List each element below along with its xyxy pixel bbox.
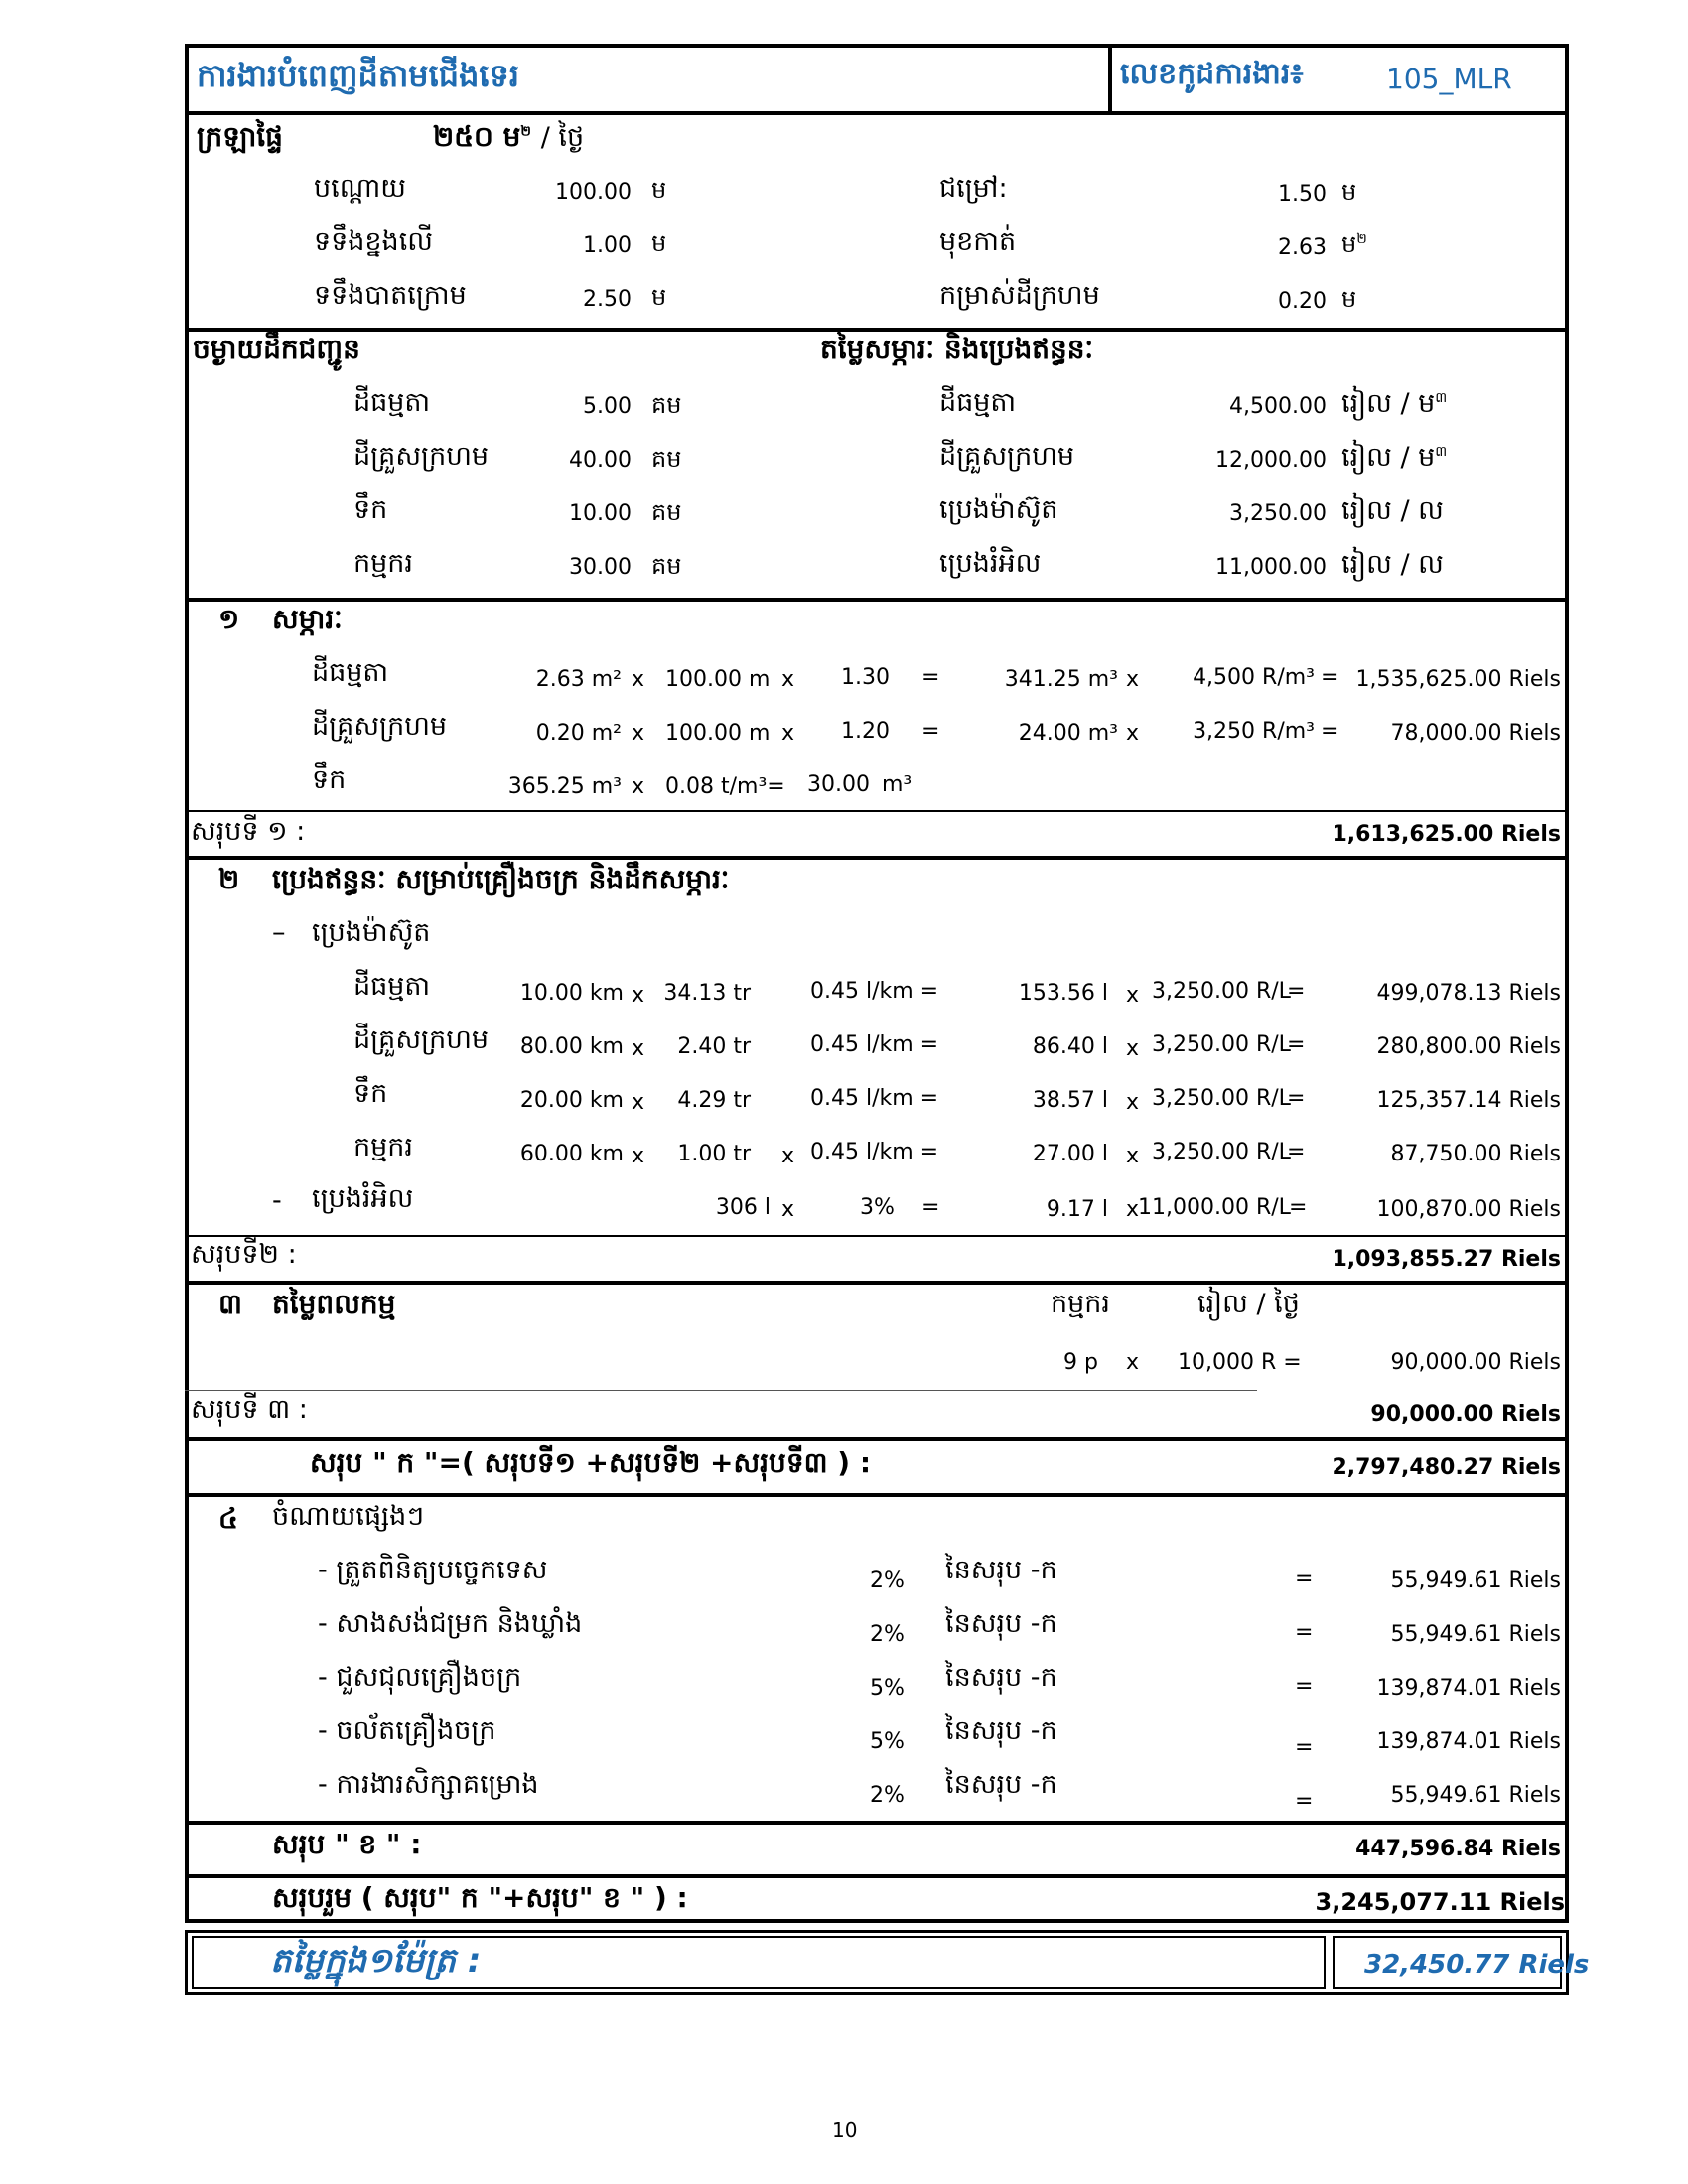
equals-sign: = xyxy=(921,665,940,690)
equals-sign: = xyxy=(1295,1567,1314,1591)
s2-row-total: 280,800.00 Riels xyxy=(1376,1034,1561,1059)
s2-sum: 1,093,855.27 Riels xyxy=(1332,1247,1561,1272)
price-unit: រៀល / ម$^៣$ xyxy=(1341,388,1448,419)
s4-row-value: 55,949.61 Riels xyxy=(1390,1783,1561,1808)
section-number: ៤ xyxy=(218,1502,238,1535)
times-sign: x xyxy=(1126,1036,1140,1061)
price-unit: រៀល / ម$^៣$ xyxy=(1341,442,1448,473)
section-number: ៣ xyxy=(218,1288,242,1320)
distance-value: 10.00 xyxy=(569,501,632,526)
times-sign: x xyxy=(632,774,645,799)
times-sign: x xyxy=(632,1036,645,1061)
s1-row-volume: 341.25 m³ xyxy=(1004,667,1118,692)
divider xyxy=(185,1281,1569,1285)
dim-unit: ម xyxy=(1341,285,1357,313)
equals-sign: = xyxy=(1287,979,1306,1004)
times-sign: x xyxy=(1126,1350,1140,1375)
capacity-label: ក្រឡាផ្ទៃ xyxy=(197,120,283,153)
s1-row-total: 1,535,625.00 Riels xyxy=(1355,667,1561,692)
s2-row-litres: 153.56 l xyxy=(1018,981,1108,1006)
dim-value: 2.63 xyxy=(1278,235,1327,260)
s1-row-length: 100.00 m xyxy=(665,667,771,692)
dim-value: 0.20 xyxy=(1278,289,1327,314)
prices-title: តម្លៃសម្ភារៈ និងប្រេងឥន្ធនៈ xyxy=(820,333,1094,365)
section-title: ប្រេងឥន្ធនៈ សម្រាប់គ្រឿងចក្រ និងដឹកសម្ភារៈ xyxy=(272,863,730,895)
dim-label: មុខកាត់ xyxy=(939,226,1017,257)
s1-sum-label: សរុបទី ១ : xyxy=(191,816,306,847)
s4-row-basis: នៃសរុប -ក xyxy=(945,1769,1057,1800)
distance-title: ចម្ងាយដឹកជញ្ជូន xyxy=(193,333,360,365)
divider xyxy=(185,328,1569,332)
distance-label: ទឹក xyxy=(353,494,388,525)
section-title: សម្ភារៈ xyxy=(272,603,343,635)
times-sign: x xyxy=(632,721,645,746)
s4-row-label: - ត្រួតពិនិត្យបច្ចេកទេស xyxy=(318,1555,548,1585)
s3-sum: 90,000.00 Riels xyxy=(1370,1402,1561,1427)
s1-row-factor: 1.20 xyxy=(841,719,890,744)
s2-row-trips: 1.00 tr xyxy=(677,1142,751,1166)
dim-label: កម្រាស់ដីក្រហម xyxy=(939,280,1100,311)
times-sign: x xyxy=(632,667,645,692)
s1-sum: 1,613,625.00 Riels xyxy=(1332,822,1561,847)
times-sign: x xyxy=(1126,667,1140,692)
section-title: ចំណាយផ្សេងៗ xyxy=(272,1501,425,1532)
s4-row-value: 139,874.01 Riels xyxy=(1376,1729,1561,1754)
equals-sign: = xyxy=(921,719,940,744)
times-sign: x xyxy=(1126,983,1140,1008)
s4-row-basis: នៃសរុប -ក xyxy=(945,1555,1057,1585)
s2-lube-total: 100,870.00 Riels xyxy=(1376,1197,1561,1222)
work-code: 105_MLR xyxy=(1386,63,1512,95)
s1-row-volume: 365.25 m³ xyxy=(507,774,622,799)
cost-sheet xyxy=(185,44,1569,1923)
s4-row-percent: 2% xyxy=(870,1783,905,1808)
distance-label: កម្មករ xyxy=(353,548,413,579)
s2-row-litres: 86.40 l xyxy=(1032,1034,1108,1059)
s2-row-distance: 20.00 km xyxy=(519,1088,624,1113)
s4-row-value: 55,949.61 Riels xyxy=(1390,1622,1561,1647)
times-sign: x xyxy=(781,1144,795,1168)
s2-row-distance: 60.00 km xyxy=(519,1142,624,1166)
equals-sign: = xyxy=(1295,1789,1314,1814)
divider xyxy=(185,1874,1569,1878)
dim-label: ជម្រៅ: xyxy=(939,173,1008,204)
s4-row-percent: 2% xyxy=(870,1569,905,1593)
s3-rate: 10,000 R = xyxy=(1178,1350,1302,1375)
s2-row-label: ទឹក xyxy=(353,1078,388,1109)
s1-row-label: ទឹក xyxy=(312,764,347,795)
distance-unit: គម xyxy=(651,391,682,419)
s2-row-litres: 38.57 l xyxy=(1032,1088,1108,1113)
dim-label: ទទឹងបាតក្រោម xyxy=(314,280,467,311)
equals-sign: = xyxy=(1295,1674,1314,1699)
divider xyxy=(185,1235,1569,1237)
s1-row-rate: 4,500 R/m³ xyxy=(1193,665,1315,690)
grand-total-label: សរុបរួម ( សរុប" ក "+សរុប" ខ " ) : xyxy=(272,1881,688,1914)
divider xyxy=(185,1437,1569,1441)
equals-sign: = xyxy=(1287,1140,1306,1164)
s2-lube-result: 9.17 l xyxy=(1046,1197,1108,1222)
distance-unit: គម xyxy=(651,445,682,473)
distance-value: 40.00 xyxy=(569,448,632,473)
s2-row-rate: 3,250.00 R/L xyxy=(1152,1086,1291,1111)
s4-row-value: 139,874.01 Riels xyxy=(1376,1676,1561,1701)
price-value: 3,250.00 xyxy=(1229,501,1327,526)
distance-unit: គម xyxy=(651,552,682,580)
s2-row-total: 125,357.14 Riels xyxy=(1376,1088,1561,1113)
s4-row-basis: នៃសរុប -ក xyxy=(945,1662,1057,1693)
s4-row-percent: 5% xyxy=(870,1729,905,1754)
distance-label: ដីធម្មតា xyxy=(353,387,431,418)
s4-row-label: - សាងសង់ជម្រក និងឃ្លាំង xyxy=(318,1608,583,1639)
sub-dash: - xyxy=(272,1185,282,1216)
times-sign: x xyxy=(632,1090,645,1115)
s2-row-label: កម្មករ xyxy=(353,1132,413,1162)
s1-row-label: ដីធម្មតា xyxy=(312,657,389,688)
times-sign: x xyxy=(632,1144,645,1168)
times-sign: x xyxy=(781,721,795,746)
s3-col-workers: កម្មករ xyxy=(1051,1289,1110,1319)
unit-price-label: តម្លៃក្នុង១ម៉ែត្រ : xyxy=(270,1941,482,1980)
s3-col-rate: រៀល / ថ្ងៃ xyxy=(1197,1289,1300,1319)
s4-row-basis: នៃសរុប -ក xyxy=(945,1715,1057,1746)
divider xyxy=(185,598,1569,602)
s1-row-density: 0.08 t/m³= xyxy=(665,774,785,799)
s1-row-water: 30.00 xyxy=(807,772,870,797)
price-label: ប្រេងម៉ាស៊ូត xyxy=(939,494,1058,525)
s2-row-rate: 3,250.00 R/L xyxy=(1152,1032,1291,1057)
s2-row-consumption: 0.45 l/km = xyxy=(810,979,939,1004)
divider xyxy=(185,1493,1569,1497)
unit-price-value: 32,450.77 Riels xyxy=(1364,1950,1590,1979)
divider xyxy=(185,810,1569,812)
s4-row-percent: 5% xyxy=(870,1676,905,1701)
equals-sign: = xyxy=(1295,1735,1314,1760)
price-label: ដីគ្រួសក្រហម xyxy=(939,441,1075,472)
section-number: ២ xyxy=(218,863,240,895)
header-divider xyxy=(1108,44,1112,113)
s1-row-factor: 1.30 xyxy=(841,665,890,690)
times-sign: x xyxy=(632,983,645,1008)
divider xyxy=(185,856,1569,860)
dim-unit: ម xyxy=(651,229,667,257)
price-value: 11,000.00 xyxy=(1215,555,1327,580)
dim-value: 1.00 xyxy=(583,233,632,258)
equals-sign: = xyxy=(1321,719,1339,744)
dim-label: ទទឹងខ្នងលើ xyxy=(314,226,433,257)
s2-row-distance: 10.00 km xyxy=(519,981,624,1006)
distance-value: 5.00 xyxy=(583,394,632,419)
price-value: 4,500.00 xyxy=(1229,394,1327,419)
s2-row-rate: 3,250.00 R/L xyxy=(1152,979,1291,1004)
s2-row-trips: 34.13 tr xyxy=(663,981,751,1006)
s2-row-litres: 27.00 l xyxy=(1032,1142,1108,1166)
price-unit: រៀល / ល xyxy=(1341,495,1444,526)
distance-label: ដីគ្រួសក្រហម xyxy=(353,441,490,472)
s1-row-length: 100.00 m xyxy=(665,721,771,746)
s4-row-value: 55,949.61 Riels xyxy=(1390,1569,1561,1593)
s1-row-unit: m³ xyxy=(882,772,913,797)
divider xyxy=(185,111,1569,115)
s2-lube-percent: 3% xyxy=(860,1195,895,1220)
section-number: ១ xyxy=(218,603,240,635)
work-code-label: លេខកូដការងារ៖ xyxy=(1120,57,1304,91)
distance-value: 30.00 xyxy=(569,555,632,580)
grand-total: 3,245,077.11 Riels xyxy=(1315,1888,1565,1916)
times-sign: x xyxy=(1126,1090,1140,1115)
s4-row-label: - ការងារសិក្សាគម្រោង xyxy=(318,1769,539,1800)
capacity-value: ២៥០ ម$^២$ / ថ្ងៃ xyxy=(433,120,585,153)
times-sign: x xyxy=(781,1197,795,1222)
s2-row-trips: 4.29 tr xyxy=(677,1088,751,1113)
page-title: ការងារបំពេញដីតាមជើងទេរ xyxy=(197,57,519,94)
s4-row-label: - ចល័តគ្រឿងចក្រ xyxy=(318,1715,496,1746)
equals-sign: = xyxy=(1295,1620,1314,1645)
equals-sign: = xyxy=(1321,665,1339,690)
dim-unit: ម$^២$ xyxy=(1341,230,1367,258)
section-title: តម្លៃពលកម្ម xyxy=(272,1288,396,1320)
s2-lube-rate: 11,000.00 R/L xyxy=(1138,1195,1291,1220)
s2-lube-label: ប្រេងរំអិល xyxy=(312,1183,414,1214)
s2-row-consumption: 0.45 l/km = xyxy=(810,1086,939,1111)
dim-unit: ម xyxy=(651,283,667,311)
equals-sign: = xyxy=(1287,1086,1306,1111)
equals-sign: = xyxy=(921,1195,940,1220)
price-label: ប្រេងរំអិល xyxy=(939,548,1042,579)
times-sign: x xyxy=(1126,1144,1140,1168)
s1-row-total: 78,000.00 Riels xyxy=(1390,721,1561,746)
s2-row-consumption: 0.45 l/km = xyxy=(810,1140,939,1164)
s1-row-label: ដីគ្រួសក្រហម xyxy=(312,711,448,742)
dim-unit: ម xyxy=(651,176,667,204)
s3-sum-label: សរុបទី ៣ : xyxy=(191,1394,308,1425)
s4-row-basis: នៃសរុប -ក xyxy=(945,1608,1057,1639)
times-sign: x xyxy=(1126,721,1140,746)
s1-row-area: 0.20 m² xyxy=(535,721,622,746)
dim-value: 1.50 xyxy=(1278,182,1327,206)
s2-row-label: ដីគ្រួសក្រហម xyxy=(353,1024,490,1055)
times-sign: x xyxy=(1126,1197,1140,1222)
dim-unit: ម xyxy=(1341,178,1357,205)
s2-row-trips: 2.40 tr xyxy=(677,1034,751,1059)
s2-row-total: 87,750.00 Riels xyxy=(1390,1142,1561,1166)
s4-row-label: - ជួសជុលគ្រឿងចក្រ xyxy=(318,1662,522,1693)
total-b-label: សរុប " ខ " : xyxy=(272,1828,422,1860)
times-sign: x xyxy=(781,667,795,692)
s2-row-distance: 80.00 km xyxy=(519,1034,624,1059)
price-value: 12,000.00 xyxy=(1215,448,1327,473)
dim-label: បណ្តោយ xyxy=(314,173,406,204)
s3-workers: 9 p xyxy=(1063,1350,1098,1375)
sub-title: ប្រេងម៉ាស៊ូត xyxy=(312,917,431,948)
total-b: 447,596.84 Riels xyxy=(1355,1837,1561,1861)
divider xyxy=(185,1390,1257,1391)
equals-sign: = xyxy=(1289,1195,1308,1220)
sub-dash: – xyxy=(272,917,286,948)
price-label: ដីធម្មតា xyxy=(939,387,1017,418)
s1-row-volume: 24.00 m³ xyxy=(1018,721,1118,746)
price-unit: រៀល / ល xyxy=(1341,549,1444,580)
dim-value: 100.00 xyxy=(555,180,632,205)
s2-row-label: ដីធម្មតា xyxy=(353,971,431,1002)
total-a: 2,797,480.27 Riels xyxy=(1332,1455,1561,1480)
s2-row-consumption: 0.45 l/km = xyxy=(810,1032,939,1057)
s3-total: 90,000.00 Riels xyxy=(1390,1350,1561,1375)
s2-row-rate: 3,250.00 R/L xyxy=(1152,1140,1291,1164)
s4-row-percent: 2% xyxy=(870,1622,905,1647)
s2-sum-label: សរុបទី២ : xyxy=(191,1239,297,1270)
s2-row-total: 499,078.13 Riels xyxy=(1376,981,1561,1006)
page-number: 10 xyxy=(832,2118,858,2142)
equals-sign: = xyxy=(1287,1032,1306,1057)
total-a-label: សរុប " ក "=( សរុបទី១ +សរុបទី២ +សរុបទី៣ ) : xyxy=(310,1446,872,1479)
s1-row-area: 2.63 m² xyxy=(535,667,622,692)
dim-value: 2.50 xyxy=(583,287,632,312)
divider xyxy=(185,1821,1569,1825)
distance-unit: គម xyxy=(651,498,682,526)
s2-lube-litres: 306 l xyxy=(715,1195,771,1220)
s1-row-rate: 3,250 R/m³ xyxy=(1193,719,1315,744)
